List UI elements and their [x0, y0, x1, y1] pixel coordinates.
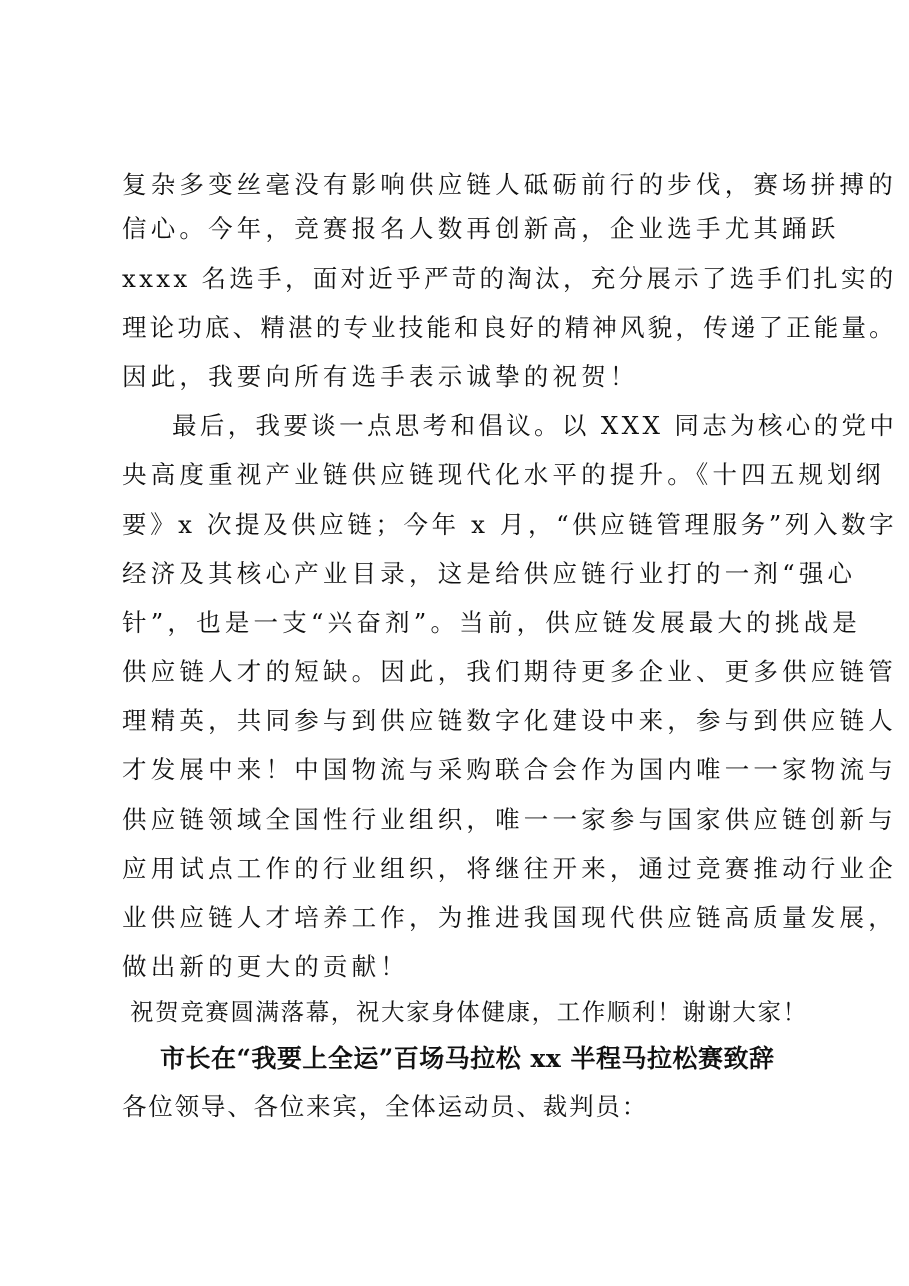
text-line: 做出新的更大的贡献！ [122, 952, 409, 981]
text-line: 信心。今年，竞赛报名人数再创新高，企业选手尤其踊跃 [122, 214, 840, 243]
text-line: 供应链领域全国性行业组织，唯一一家参与国家供应链创新与 [122, 805, 897, 834]
salutation: 各位领导、各位来宾，全体运动员、裁判员： [122, 1092, 648, 1121]
closing-line: 祝贺竞赛圆满落幕，祝大家身体健康，工作顺利！谢谢大家！ [130, 998, 808, 1026]
text-line: 业供应链人才培养工作，为推进我国现代供应链高质量发展， [122, 903, 897, 932]
text-line: 才发展中来！中国物流与采购联合会作为国内唯一一家物流与 [122, 755, 897, 784]
text-line: 理论功底、精湛的专业技能和良好的精神风貌，传递了正能量。 [122, 313, 897, 342]
text-line: 应用试点工作的行业组织，将继往开来，通过竞赛推动行业企 [122, 854, 897, 883]
text-line: xxxx 名选手，面对近乎严苛的淘汰，充分展示了选手们扎实的 [122, 264, 897, 293]
text-line: 经济及其核心产业目录，这是给供应链行业打的一剂“强心 [122, 559, 857, 588]
text-line: 复杂多变丝毫没有影响供应链人砥砺前行的步伐，赛场拼搏的 [122, 170, 897, 199]
text-line: 因此，我要向所有选手表示诚挚的祝贺！ [122, 362, 639, 391]
text-line: 理精英，共同参与到供应链数字化建设中来，参与到供应链人 [122, 706, 897, 735]
text-line: 针”，也是一支“兴奋剂”。当前，供应链发展最大的挑战是 [122, 608, 861, 637]
text-line: 央高度重视产业链供应链现代化水平的提升。《十四五规划纲 [122, 460, 885, 489]
text-line: 供应链人才的短缺。因此，我们期待更多企业、更多供应链管 [122, 657, 897, 686]
text-line: 最后，我要谈一点思考和倡议。以 XXX 同志为核心的党中 [172, 411, 898, 440]
speech-title: 市长在“我要上全运”百场马拉松 xx 半程马拉松赛致辞 [160, 1044, 775, 1073]
text-line: 要》x 次提及供应链；今年 x 月，“供应链管理服务”列入数字 [122, 510, 898, 539]
